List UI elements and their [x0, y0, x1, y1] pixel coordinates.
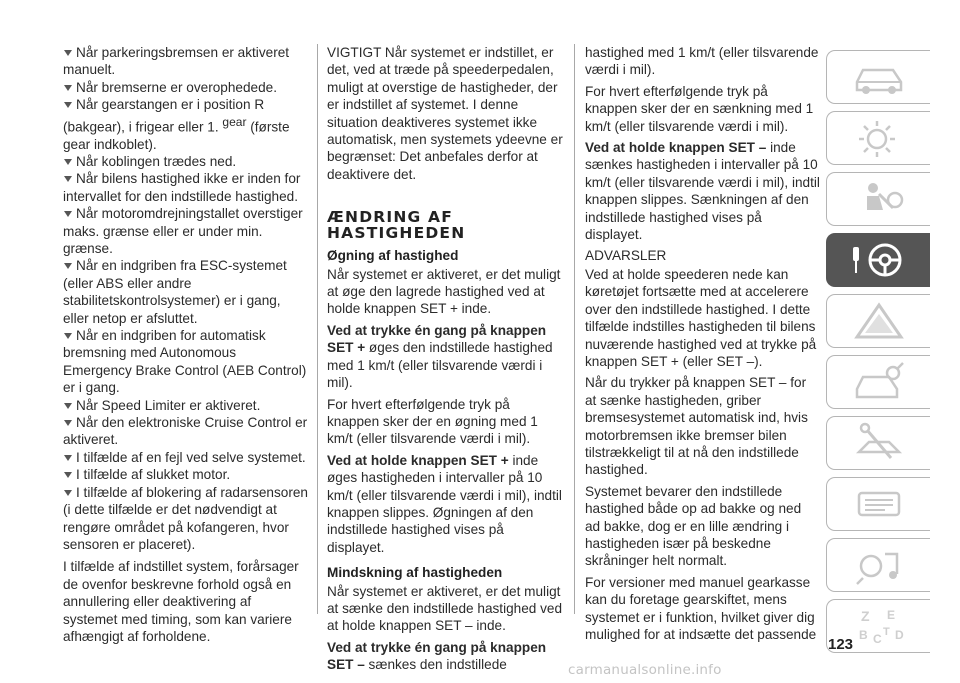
- svg-text:T: T: [882, 626, 890, 638]
- warning-triangle-icon: [849, 300, 909, 342]
- list-item: Når motoromdrejningstallet overstiger maks. grænse eller er under min. grænse.: [63, 206, 303, 256]
- list-item: Når parkeringsbremsen er aktiveret manuelt.: [63, 45, 290, 78]
- subheading: Øgning af hastighed: [327, 248, 459, 264]
- list-item: Når en indgriben for automatisk bremsning med Autonomous Emergency Brake Control (AEB Control) er i gang.: [63, 328, 307, 396]
- triangle-bullet-icon: [64, 211, 72, 217]
- body-paragraph: Når systemet er aktiveret, er det muligt at sænke den indstillede hastighed ved at holde knappen SET – inde.: [327, 583, 563, 634]
- tab-multimedia[interactable]: [826, 538, 930, 592]
- left-column: [63, 44, 308, 649]
- body-paragraph: Ved at trykke én gang på knappen SET + øges den indstillede hastighed med 1 km/t (eller tilsvarende værdi i mil).: [327, 322, 553, 391]
- body-paragraph: For hvert efterfølgende tryk på knappen sker der en øgning med 1 km/t (eller tilsvarende værdi i mil).: [327, 396, 538, 447]
- warnings-heading: ADVARSLER: [585, 248, 667, 264]
- body-paragraph: Systemet bevarer den indstillede hastighed både op ad bakke og ned ad bakke, dog er en lille ændring i hastigheden især på beskedne skråninger helt normalt.: [585, 483, 802, 569]
- tab-dashboard[interactable]: [826, 111, 930, 165]
- list-item: I tilfælde af en fejl ved selve systemet.: [63, 449, 308, 466]
- safety-airbag-icon: [849, 178, 909, 220]
- column-divider: [317, 44, 318, 614]
- body-paragraph: Når du trykker på knappen SET – for at sænke hastigheden, griber bremsesystemet automatisk ind, hvis motorbremsen ikke bremser bilen tilstrækkeligt til at nå den indstillede hastighed.: [585, 375, 808, 478]
- column-divider: [574, 44, 575, 614]
- list-item: Når den elektroniske Cruise Control er aktiveret.: [63, 415, 308, 448]
- triangle-bullet-icon: [64, 102, 72, 108]
- body-paragraph: hastighed med 1 km/t (eller tilsvarende værdi i mil).: [585, 45, 819, 78]
- tab-emergency[interactable]: [826, 294, 930, 348]
- triangle-bullet-icon: [64, 490, 72, 496]
- key-steering-wheel-icon: [849, 239, 909, 281]
- triangle-bullet-icon: [64, 263, 72, 269]
- right-column: [585, 44, 820, 647]
- body-paragraph: For versioner med manuel gearkasse kan du foretage gearskiftet, mens systemet er i funktion, hvilket giver dig mulighed for at indsætte det passende: [585, 574, 817, 642]
- multimedia-icon: [849, 544, 909, 586]
- page-number: 123: [828, 636, 854, 653]
- subheading: Mindskning af hastigheden: [327, 565, 503, 581]
- svg-text:C: C: [872, 632, 882, 646]
- tab-vehicle[interactable]: [826, 50, 930, 104]
- svg-text:D: D: [894, 628, 904, 642]
- middle-column: [327, 44, 565, 678]
- body-paragraph: Når systemet er aktiveret, er det muligt at øge den lagrede hastighed ved at holde knappen SET + inde.: [327, 266, 561, 317]
- body-paragraph: Ved at holde speederen nede kan køretøjet fortsætte med at accelerere over den indstillede hastighed. I dette tilfælde indstilles hastigheden til bilens nuværende hastighed ved at trykke på knappen SET + (eller SET –).: [585, 266, 817, 369]
- chapter-tabs: [826, 50, 930, 660]
- list-item: I tilfælde af slukket motor.: [63, 466, 308, 483]
- tab-maintenance[interactable]: [826, 416, 930, 470]
- svg-text:B: B: [858, 628, 868, 642]
- list-item: Når bilens hastighed ikke er inden for intervallet for den indstillede hastighed.: [63, 171, 301, 204]
- watermark: carmanualsonline.info: [568, 662, 722, 678]
- triangle-bullet-icon: [64, 50, 72, 56]
- tab-starting-driving[interactable]: [826, 233, 930, 287]
- svg-text:E: E: [886, 608, 895, 622]
- triangle-bullet-icon: [64, 472, 72, 478]
- list-item: Når gearstangen er i position R (bakgear), i frigear eller 1. $^{gear}$ (første gear indkoblet).: [63, 97, 290, 152]
- triangle-bullet-icon: [64, 333, 72, 339]
- list-item: Når en indgriben fra ESC-systemet (eller ABS eller andre stabilitetskontrolsystemer) er i gang, eller netop er afsluttet.: [63, 258, 287, 326]
- technical-data-icon: [849, 483, 909, 525]
- list-item: Når Speed Limiter er aktiveret.: [63, 397, 308, 414]
- body-paragraph: Ved at trykke én gang på knappen SET – sænkes den indstillede: [327, 639, 547, 673]
- tab-service[interactable]: [826, 355, 930, 409]
- triangle-bullet-icon: [64, 455, 72, 461]
- body-paragraph: For hvert efterfølgende tryk på knappen sker der en sænkning med 1 km/t (eller tilsvarende værdi i mil).: [585, 83, 814, 134]
- triangle-bullet-icon: [64, 159, 72, 165]
- car-service-icon: [849, 361, 909, 403]
- car-icon: [849, 56, 909, 98]
- list-item: I tilfælde af blokering af radarsensoren (i dette tilfælde er det nødvendigt at rengøre området på kofangeren, hvor sensoren er placeret).: [63, 484, 308, 552]
- alphabetical-index-icon: [849, 605, 909, 647]
- body-paragraph: Ved at holde knappen SET + inde øges hastigheden i intervaller på 10 km/t (eller tilsvarende værdi i mil), indtil knappen slippes. Øgningen af den indstillede hastighed vises på displayet.: [327, 452, 562, 555]
- body-paragraph: Ved at holde knappen SET – inde sænkes hastigheden i intervaller på 10 km/t (eller tilsvarende værdi i mil), indtil knappen slippes. Sænkningen af den indstillede hastighed vises på displayet.: [585, 140, 820, 243]
- triangle-bullet-icon: [64, 420, 72, 426]
- tab-safety[interactable]: [826, 172, 930, 226]
- maintenance-wrench-icon: [849, 422, 909, 464]
- triangle-bullet-icon: [64, 403, 72, 409]
- list-item: Når koblingen trædes ned.: [63, 153, 308, 170]
- triangle-bullet-icon: [64, 85, 72, 91]
- tab-technical-data[interactable]: [826, 477, 930, 531]
- important-note: VIGTIGT Når systemet er indstillet, er det, ved at træde på speederpedalen, muligt at overstige de hastigheder, der er indstillet af systemet. I denne situation deaktiveres systemet ikke automatisk, men systemets ydeevne er begrænset: Det anbefales derfor at deaktivere det.: [327, 45, 563, 182]
- svg-text:Z: Z: [860, 608, 870, 624]
- dashboard-lights-icon: [849, 117, 909, 159]
- section-heading: ÆNDRING AF HASTIGHEDEN: [327, 208, 466, 243]
- body-paragraph: I tilfælde af indstillet system, forårsager de ovenfor beskrevne forhold også en annullering eller deaktivering af systemet med timing, som kan variere afhængigt af forholdene.: [63, 559, 299, 644]
- triangle-bullet-icon: [64, 176, 72, 182]
- list-item: Når bremserne er overophedede.: [63, 79, 308, 96]
